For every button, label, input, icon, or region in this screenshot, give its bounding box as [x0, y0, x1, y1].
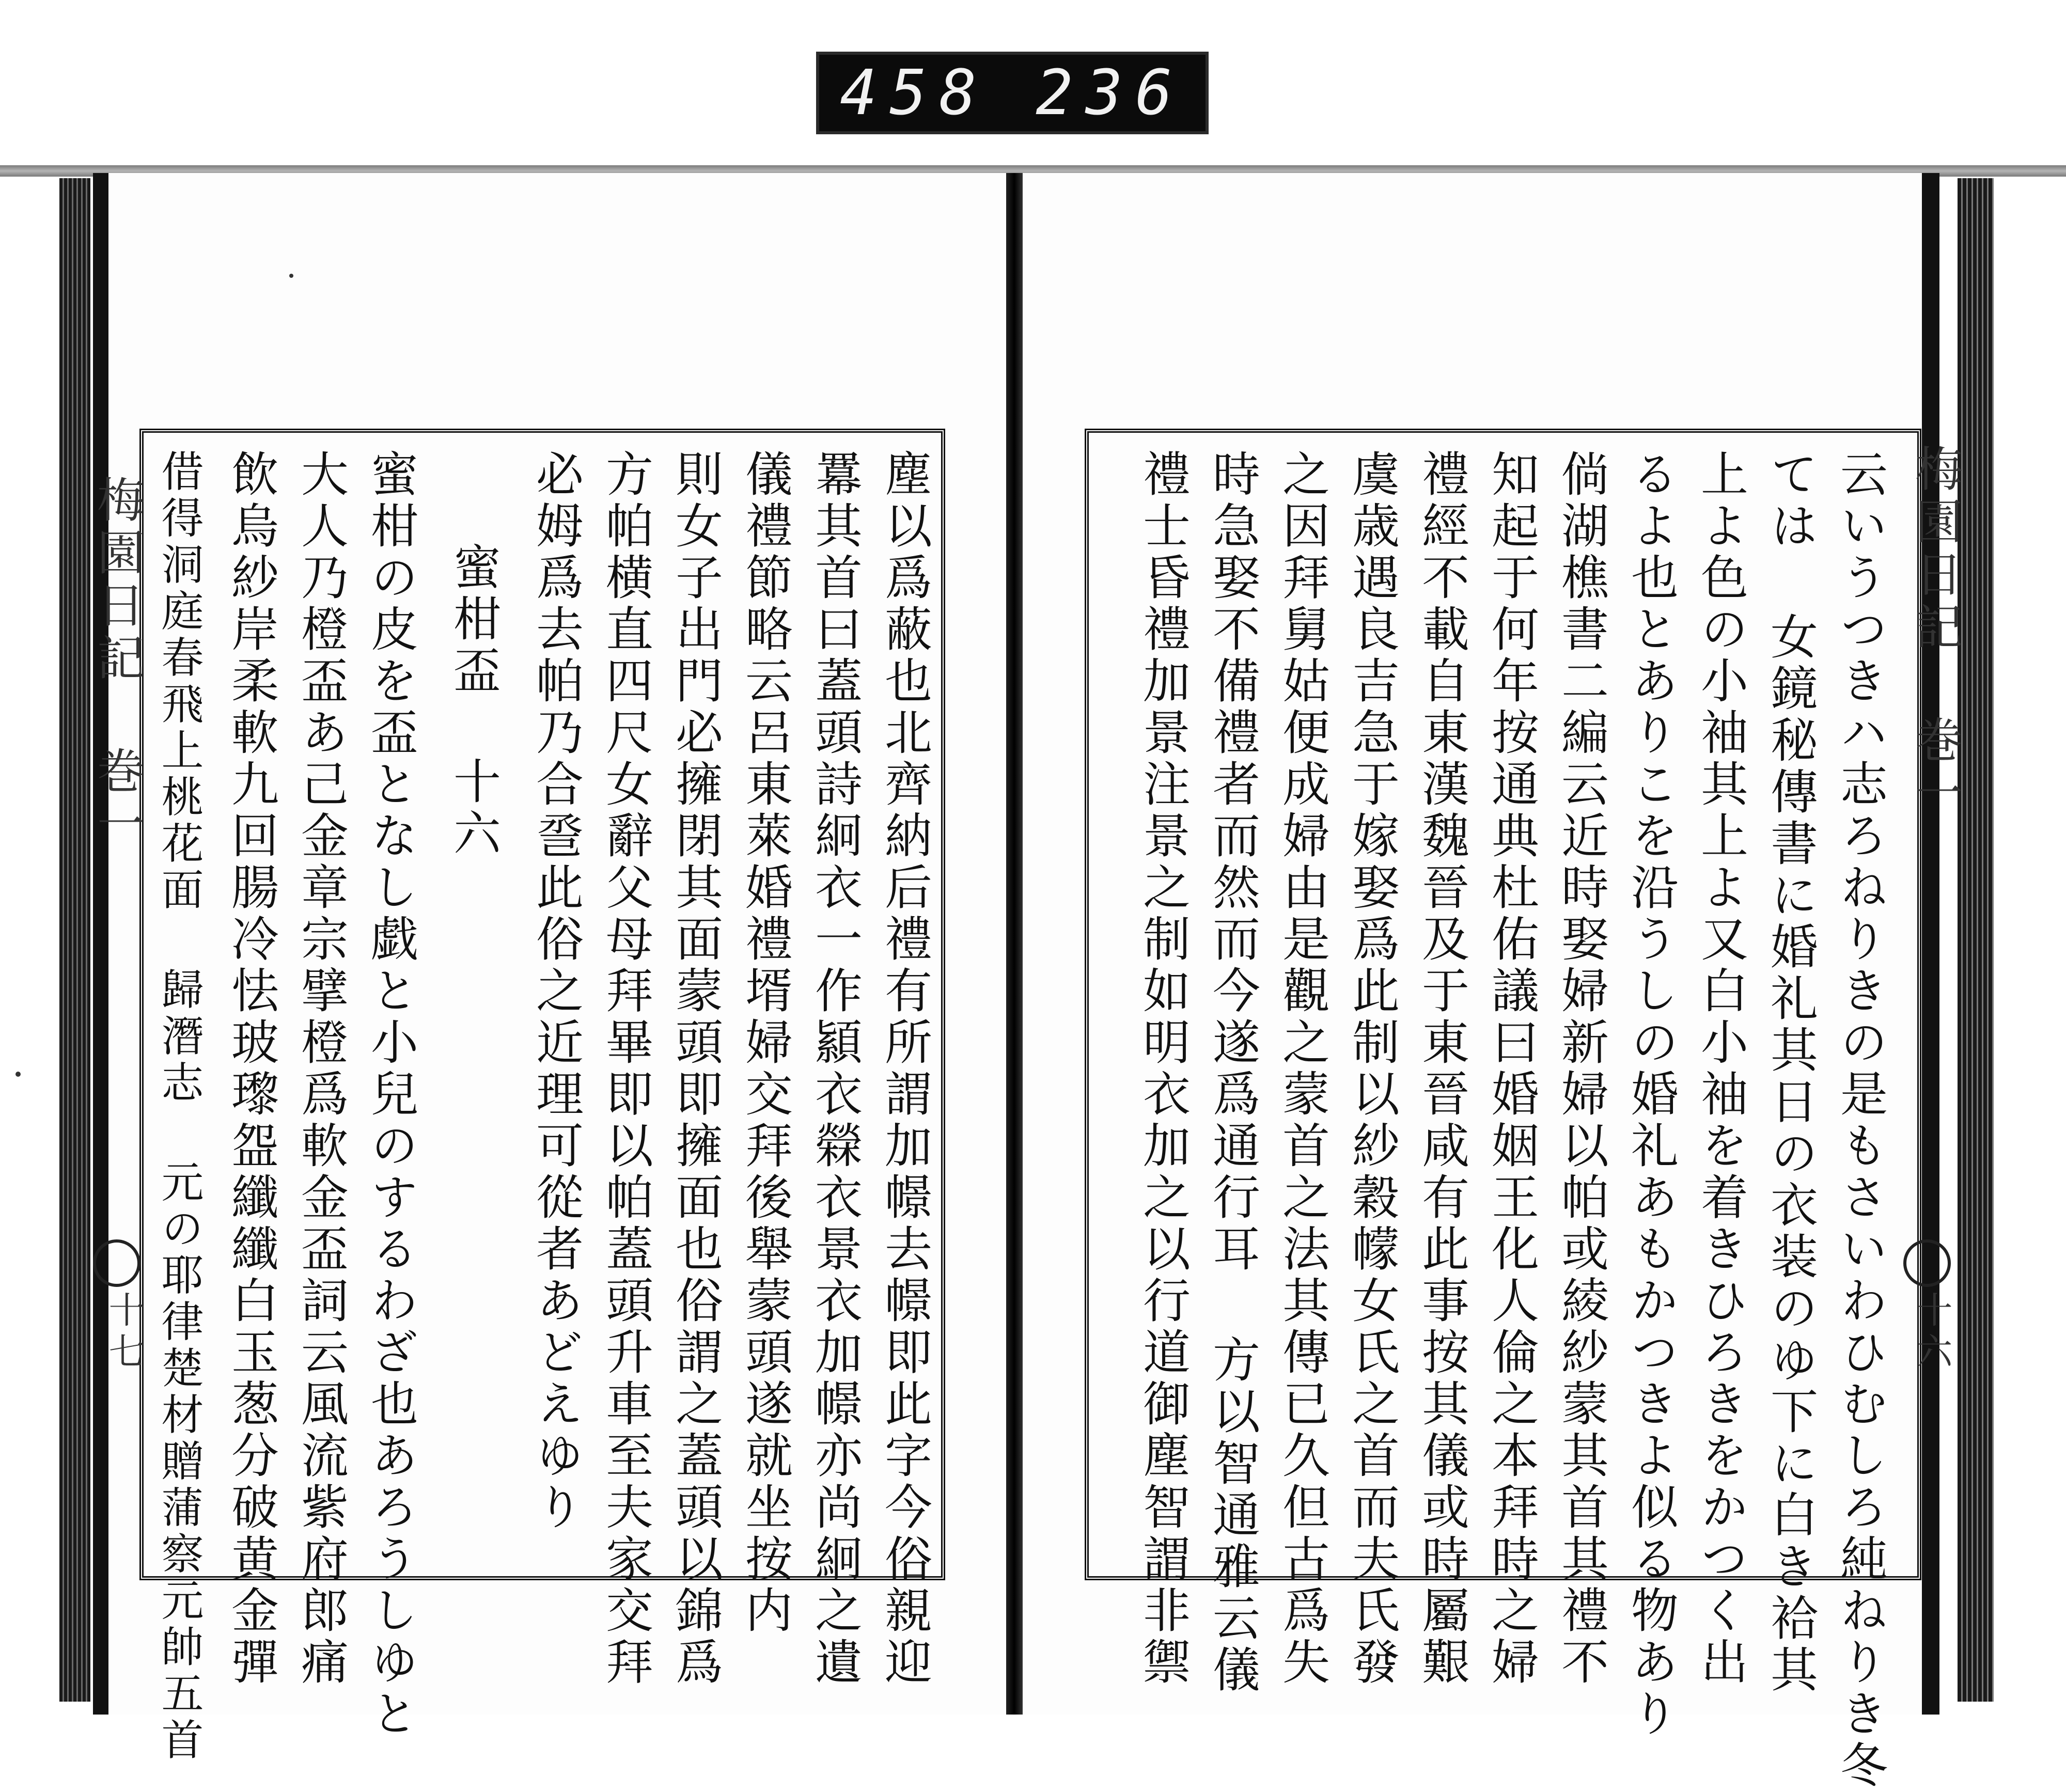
right-col-5: 倘湖樵書二編云近時娶婦新婦以帕或綾紗蒙其首其禮不: [1554, 449, 1609, 1689]
left-col-4: 則女子出門必擁閉其面蒙頭即擁面也俗謂之蓋頭以錦爲: [668, 449, 723, 1689]
right-page-number: 十六: [1911, 1291, 1953, 1374]
right-col-3: 上よ色の小袖其上よ又白小袖を着きひろきをかつく出: [1693, 449, 1748, 1689]
left-col-9: 飲烏紗岸柔軟九回腸冷怯玻瓈盌纖纖白玉葱分破黄金彈: [224, 449, 279, 1689]
right-col-9: 之因拜舅姑便成婦由是觀之蒙首之法其傳已久但古爲失: [1275, 449, 1330, 1689]
right-page-circle: [1903, 1239, 1951, 1287]
left-page-circle: [93, 1239, 140, 1287]
right-col-6: 知起于何年按通典杜佑議曰婚姻王化人倫之本拜時之婦: [1484, 449, 1539, 1689]
left-col-2: 羃其首曰蓋頭詩絅衣一作顈衣檾衣景衣加幜亦尚絅之遺: [807, 449, 863, 1689]
right-col-7: 禮經不載自東漢魏晉及于東晉咸有此事按其儀或時屬艱: [1414, 449, 1469, 1689]
right-col-2: ては 女鏡秘傳書に婚礼其日の衣装のゆ下に白き袷其: [1763, 449, 1818, 1696]
left-col-3: 儀禮節略云呂東萊婚禮壻婦交拜後舉蒙頭遂就坐按内: [738, 449, 793, 1637]
left-running-title: 梅園日記 巻一: [89, 475, 145, 852]
right-col-8: 虞歳遇良吉急于嫁娶爲此制以紗穀幪女氏之首而夫氏發: [1344, 449, 1400, 1689]
right-running-title: 梅園日記 巻一: [1907, 444, 1963, 821]
right-col-11: 禮士昏禮加景注景之制如明衣加之以行道御塵智謂非禦: [1135, 449, 1191, 1689]
book-edge-left: [59, 178, 90, 1702]
film-label: [816, 52, 1209, 134]
label-right-number: 236: [1036, 57, 1185, 129]
left-col-10: 借得洞庭春飛上桃花面 歸潛志 元の耶律楚材贈蒲察元帥五首: [154, 449, 204, 1764]
left-col-5: 方帕横直四尺女辭父母拜畢即以帕蓋頭升車至夫家交拜: [598, 449, 653, 1689]
right-col-4: るよ也とありこを沿うしの婚礼あもかつきよ似る物あり: [1623, 449, 1679, 1740]
left-col-1: 塵以爲蔽也北齊納后禮有所謂加幜去幜即此字今俗親迎: [877, 449, 932, 1689]
book-edge-right: [1958, 178, 1994, 1702]
left-page-number: 十七: [103, 1291, 145, 1374]
scan-speck: [289, 274, 293, 278]
label-left-number: 458: [840, 57, 989, 129]
left-col-6: 必姆爲去帕乃合巹此俗之近理可從者あどえゆり: [528, 449, 584, 1534]
right-col-1: 云いうつきハ志ろねりきの是もさいわひむしろ純ねりき冬: [1833, 449, 1888, 1792]
right-col-10: 時急娶不備禮者而然而今遂爲通行耳 方以智通雅云儀: [1205, 449, 1260, 1696]
left-section-heading: 蜜柑盃 十六: [446, 542, 501, 860]
book-gutter: [1006, 173, 1023, 1715]
left-col-8: 大人乃橙盃あ己金章宗擘橙爲軟金盃詞云風流紫府郎痛: [293, 449, 349, 1689]
scan-speck: [15, 1072, 21, 1077]
left-col-7: 蜜柑の皮を盃となし戯と小兒のするわざ也あろうしゆと: [363, 449, 418, 1740]
